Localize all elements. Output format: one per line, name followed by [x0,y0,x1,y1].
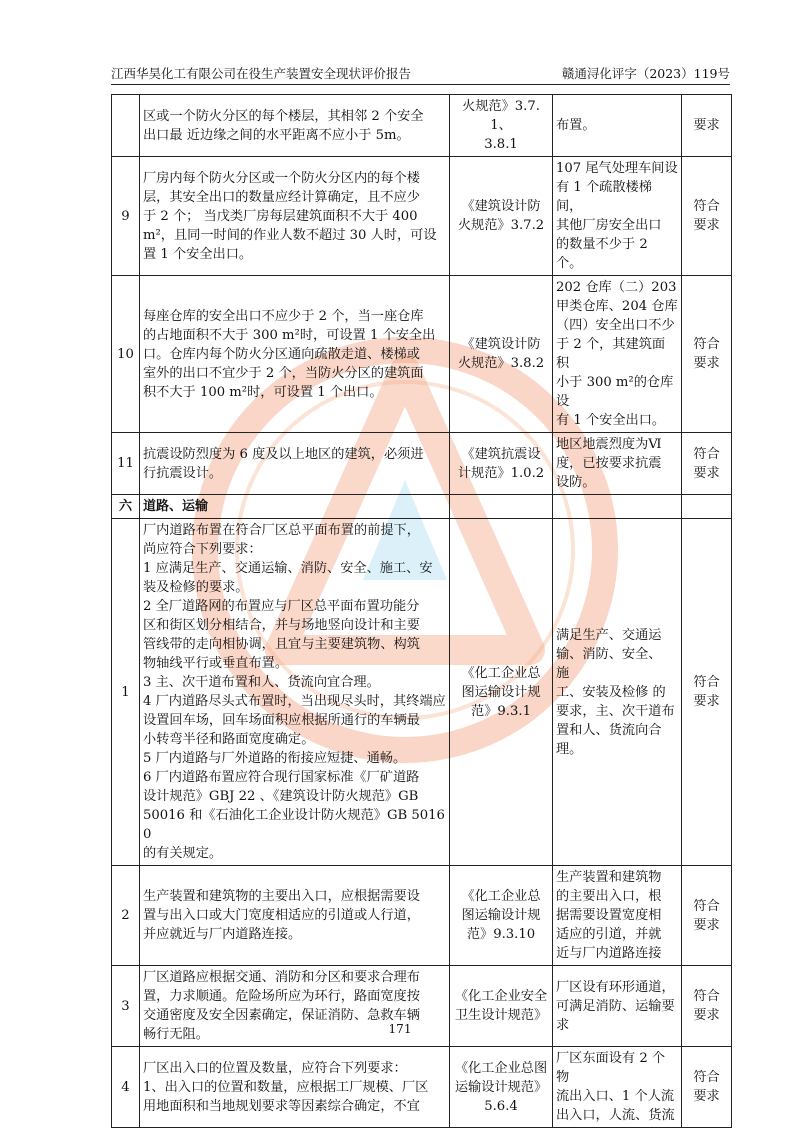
inspection-finding [553,519,682,866]
requirement-text [140,95,450,157]
inspection-finding-line: 求 [556,1017,570,1033]
item-number: 11 [112,433,140,495]
conformity-result-line: 要求 [693,218,720,233]
table-row [112,966,732,1047]
inspection-finding-line: 的数量不少于 2 个。 [556,237,648,271]
conformity-result [682,433,732,495]
standard-reference [450,1047,553,1128]
requirement-text [140,433,450,495]
inspection-finding-line: 设防。 [556,475,596,490]
standard-reference-line: 计规范》1.0.2 [457,465,545,481]
conformity-result-line: 符合 [693,989,720,1004]
requirement-text-line: 室外的出口不宜少于 2 个，当防火分区的建筑面 [143,365,424,381]
requirement-text-line: 厂内道路布置在符合厂区总平面布置的前提下， [143,523,420,538]
inspection-finding-line: 厂区东面设有 2 个物 [556,1051,666,1085]
page-number: 171 [388,1022,412,1036]
standard-reference [450,95,553,157]
table-row [112,1047,732,1128]
requirement-text-line: m²，且同一时间的作业人数不超过 30 人时，可设 [143,227,437,243]
standard-reference-line: 图运输设计规 [461,908,541,923]
inspection-finding-line: 满足生产、交通运 [556,627,662,643]
conformity-result-line: 要求 [693,356,720,371]
inspection-finding-line: 可满足消防、运输要 [556,998,675,1014]
requirement-text [140,1047,450,1128]
requirement-text-line: 于 2 个； 当戊类厂房每层建筑面积不大于 400 [143,208,418,224]
requirement-text-line: 行抗震设计。 [143,465,223,481]
item-number [112,95,140,157]
inspection-finding-line: 据需要设置宽度相 [556,908,662,923]
conformity-result-line: 要求 [693,1089,720,1104]
requirement-text-line: 3 主、次干道布置和人、货流向宜合理。 [143,675,380,690]
requirement-text-line: 1、出入口的位置和数量，应根据工厂规模、厂区 [143,1079,429,1095]
conformity-result-line: 符合 [693,446,720,462]
requirement-text-line: 小转弯半径和路面宽度确定。 [143,732,315,747]
standard-reference [450,866,553,966]
inspection-finding-line: 工、安装及检修 的 [556,684,666,700]
section-number: 六 [112,495,140,519]
requirement-text [140,866,450,966]
standard-reference-line: 《化工企业总 [461,665,541,681]
standard-reference-line: 火规范》3.7.1、 [462,99,540,133]
inspection-finding-line: 厂区设有环形通道， [556,979,675,995]
standard-reference-line: 《化工企业安全 [454,989,548,1004]
conformity-result [682,95,732,157]
section-row [112,495,732,519]
requirement-text-line: 交通密度及安全因素确定，保证消防、急救车辆 [143,1008,420,1023]
requirement-text-line: 区或一个防火分区的每个楼层，其相邻 2 个安全 [143,108,424,124]
requirement-text-line: 的有关规定。 [143,846,223,861]
conformity-result-line: 符合 [693,1070,720,1085]
requirement-text-line: 物轴线平行或垂直布置。 [143,656,289,671]
requirement-text-line: 区和街区划分相结合，并与场地竖向设计和主要 [143,618,420,633]
inspection-finding-line: （四）安全出口不少 [556,318,675,333]
standard-reference-line: 《化工企业总 [461,889,541,904]
requirement-text-line: 装及检修的要求。 [143,580,249,595]
requirement-text-line: 层，其安全出口的数量应经计算确定，且不应少 [143,189,420,205]
table-row [112,276,732,433]
standard-reference-line: 火规范》3.7.2 [457,218,545,233]
inspection-finding [553,433,682,495]
standard-reference-line: 《化工企业总图 [454,1060,548,1076]
conformity-result [682,866,732,966]
inspection-finding-line: 小于 300 m²的仓库设 [556,375,674,409]
conformity-result-line: 要求 [693,1008,720,1023]
inspection-finding-line: 近与厂内道路连接 [556,946,662,961]
item-number: 10 [112,276,140,433]
conformity-result-line: 符合 [693,199,720,214]
requirements-table [111,94,732,1128]
inspection-finding-line: 其他厂房安全出口 [556,218,662,233]
inspection-finding-line: 流出入口、1 个人流 [556,1089,675,1104]
standard-reference-line: 范》9.3.1 [471,703,531,719]
requirement-text-line: 生产装置和建筑物的主要出入口，应根据需要设 [143,889,420,904]
item-number: 1 [112,519,140,866]
requirement-text-line: 每座仓库的安全出口不应少于 2 个，当一座仓库 [143,308,424,324]
inspection-finding-line: 的主要出入口，根 [556,889,662,904]
requirement-text-line: 置，力求顺通。危险场所应为环行，路面宽度按 [143,989,420,1004]
requirement-text-line: 管线带的走向相协调，且宜与主要建筑物、构筑 [143,637,420,652]
inspection-finding-line: 布置。 [556,118,596,133]
conformity-result [682,157,732,276]
standard-reference [450,433,553,495]
table-row [112,433,732,495]
standard-reference-line: 《建筑抗震设 [461,446,541,462]
requirement-text-line: 尚应符合下列要求： [143,542,262,557]
standard-reference [450,276,553,433]
conformity-result [682,519,732,866]
requirement-text-line: 口。仓库内每个防火分区通向疏散走道、楼梯或 [143,346,420,362]
table-row [112,157,732,276]
section-title: 道路、运输 [140,495,450,519]
inspection-finding-line: 要求，主、次干道布 [556,703,675,719]
standard-reference-line: 范》9.3.10 [466,927,536,942]
inspection-finding-line: 理。 [556,741,583,757]
requirement-text [140,519,450,866]
standard-reference-line: 卫生设计规范》 [454,1008,548,1023]
requirement-text-line: 4 厂内道路尽头式布置时，当出现尽头时，其终端应 [143,694,446,709]
inspection-finding-line: 有 1 个安全出口。 [556,413,666,428]
inspection-finding-line: 生产装置和建筑物 [556,870,662,885]
conformity-result-line: 要求 [693,917,720,933]
requirement-text-line: 6 厂内道路布置应符合现行国家标准《厂矿道路 [143,770,420,785]
requirement-text [140,966,450,1047]
conformity-result-line: 要求 [693,465,720,481]
requirement-text [140,276,450,433]
item-number: 3 [112,966,140,1047]
requirement-text-line: 置与出入口或大门宽度相适应的引道或人行道， [143,908,420,923]
inspection-finding-line: 于 2 个，其建筑面积 [556,337,666,371]
conformity-result [682,1047,732,1128]
requirement-text-line: 1 应满足生产、交通运输、消防、安全、施工、安 [143,561,433,576]
requirement-text-line: 厂区出入口的位置及数量，应符合下列要求： [143,1060,407,1076]
requirement-text-line: 用地面积和当地规划要求等因素综合确定，不宜 [143,1098,420,1114]
table-row [112,866,732,966]
requirement-text-line: 抗震设防烈度为 6 度及以上地区的建筑，必须进 [143,446,424,462]
standard-reference-line: 运输设计规范》 [454,1079,548,1095]
standard-reference-line: 《建筑设计防 [461,199,541,214]
table-row [112,519,732,866]
requirement-text-line: 厂区道路应根据交通、消防和分区和要求合理布 [143,970,420,985]
conformity-result-line: 符合 [693,898,720,914]
inspection-finding [553,866,682,966]
inspection-finding [553,157,682,276]
inspection-finding-line: 有 1 个疏散楼梯间， [556,180,652,214]
inspection-finding [553,966,682,1047]
inspection-finding-line: 地区地震烈度为Ⅵ [556,437,662,452]
inspection-finding-line: 输、消防、安全、 施 [556,646,662,681]
conformity-result-line: 要求 [693,694,720,709]
conformity-result [682,966,732,1047]
item-number: 2 [112,866,140,966]
item-number: 4 [112,1047,140,1128]
requirement-text-line: 积不大于 100 m²时，可设置 1 个出口。 [143,384,383,400]
standard-reference-line: 《建筑设计防 [461,337,541,352]
inspection-finding-line: 202 仓库（二）203 [556,280,677,295]
requirement-text-line: 设置回车场，回车场面积应根据所通行的车辆最 [143,713,420,728]
requirement-text-line: 并应就近与厂内道路连接。 [143,927,302,942]
standard-reference-line: 3.8.1 [484,137,518,152]
requirement-text-line: 2 全厂道路网的布置应与厂区总平面布置功能分 [143,599,420,614]
standard-reference-line: 图运输设计规 [461,684,541,700]
requirement-text-line: 的占地面积不大于 300 m²时，可设置 1 个安全出 [143,327,436,343]
conformity-result-line: 符合 [693,337,720,352]
conformity-result-line: 要求 [693,118,720,133]
inspection-finding-line: 适应的引道，并就 [556,927,662,942]
conformity-result [682,276,732,433]
requirement-text [140,157,450,276]
requirement-text-line: 50016 和《石油化工企业设计防火规范》GB 50160 [143,808,445,842]
report-number: 赣通浔化评字（2023）119号 [561,66,730,81]
inspection-finding-line: 107 尾气处理车间设 [556,161,678,176]
requirement-text-line: 出口最 近边缘之间的水平距离不应小于 5m。 [143,127,410,143]
inspection-finding [553,1047,682,1128]
standard-reference [450,157,553,276]
inspection-finding-line: 置和人、货流向合 [556,722,662,738]
page-header [111,62,730,85]
requirement-text-line: 畅行无阻。 [143,1027,209,1042]
requirement-text-line: 厂房内每个防火分区或一个防火分区内的每个楼 [143,170,420,186]
requirement-text-line: 置 1 个安全出口。 [143,246,253,262]
standard-reference-line: 5.6.4 [484,1098,518,1114]
item-number: 9 [112,157,140,276]
inspection-finding-line: 度，已按要求抗震 [556,456,662,471]
report-title: 江西华昊化工有限公司在役生产装置安全现状评价报告 [111,66,412,81]
requirement-text-line: 设计规范》GBJ 22 、《建筑设计防火规范》GB [143,789,419,804]
table-row [112,95,732,157]
requirement-text-line: 5 厂内道路与厂外道路的衔接应短捷、通畅。 [143,751,407,766]
standard-reference [450,966,553,1047]
standard-reference [450,519,553,866]
standard-reference-line: 火规范》3.8.2 [457,356,545,371]
inspection-finding [553,276,682,433]
conformity-result-line: 符合 [693,675,720,690]
inspection-finding-line: 甲类仓库、204 仓库 [556,299,678,314]
inspection-finding-line: 出入口，人流、货流 [556,1108,675,1123]
inspection-finding [553,95,682,157]
